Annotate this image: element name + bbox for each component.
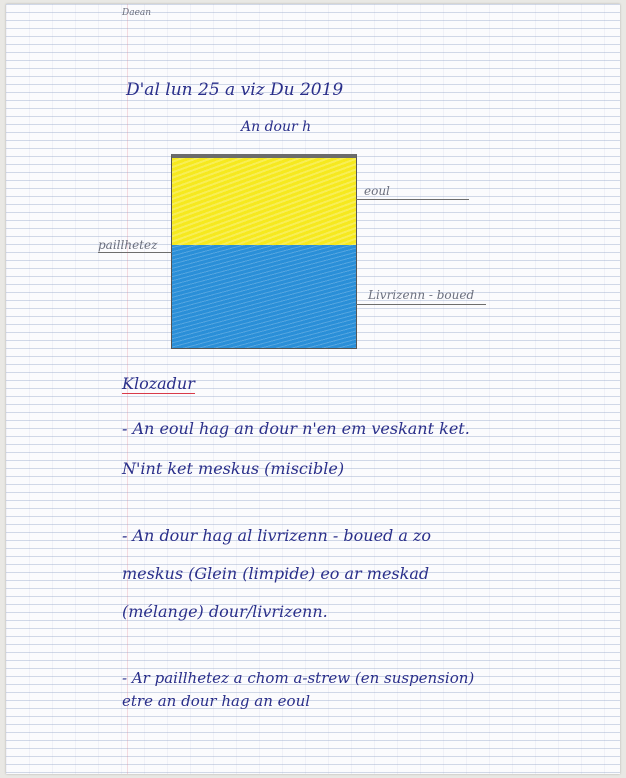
conclusion-heading: Klozadur [122,374,195,393]
corner-note: Daean [122,8,152,18]
conclusion-line-2: N'int ket meskus (miscible) [122,459,345,478]
label-bottom-leader [356,304,486,305]
conclusion-line-4: meskus (Glein (limpide) eo ar meskad [122,564,430,583]
conclusion-line-6: - Ar paillhetez a chom a-strew (en suspension) [122,669,475,687]
page-title: An dour h [241,119,312,135]
label-left: paillhetez [98,238,158,252]
label-top-leader [356,199,469,200]
label-top: eoul [364,184,390,198]
liquid-layers-diagram [171,154,357,349]
notebook-page [6,4,620,774]
date-line: D'al lun 25 a viz Du 2019 [126,80,344,100]
label-bottom: Livrizenn - boued [368,288,475,302]
conclusion-line-3: - An dour hag al livrizenn - boued a zo [122,526,432,545]
oil-layer [172,158,356,245]
water-layer [172,245,356,348]
conclusion-line-7: etre an dour hag an eoul [122,692,311,710]
conclusion-line-1: - An eoul hag an dour n'en em veskant ket. [122,419,470,438]
label-left-leader [98,252,172,253]
conclusion-line-5: (mélange) dour/livrizenn. [122,602,328,621]
